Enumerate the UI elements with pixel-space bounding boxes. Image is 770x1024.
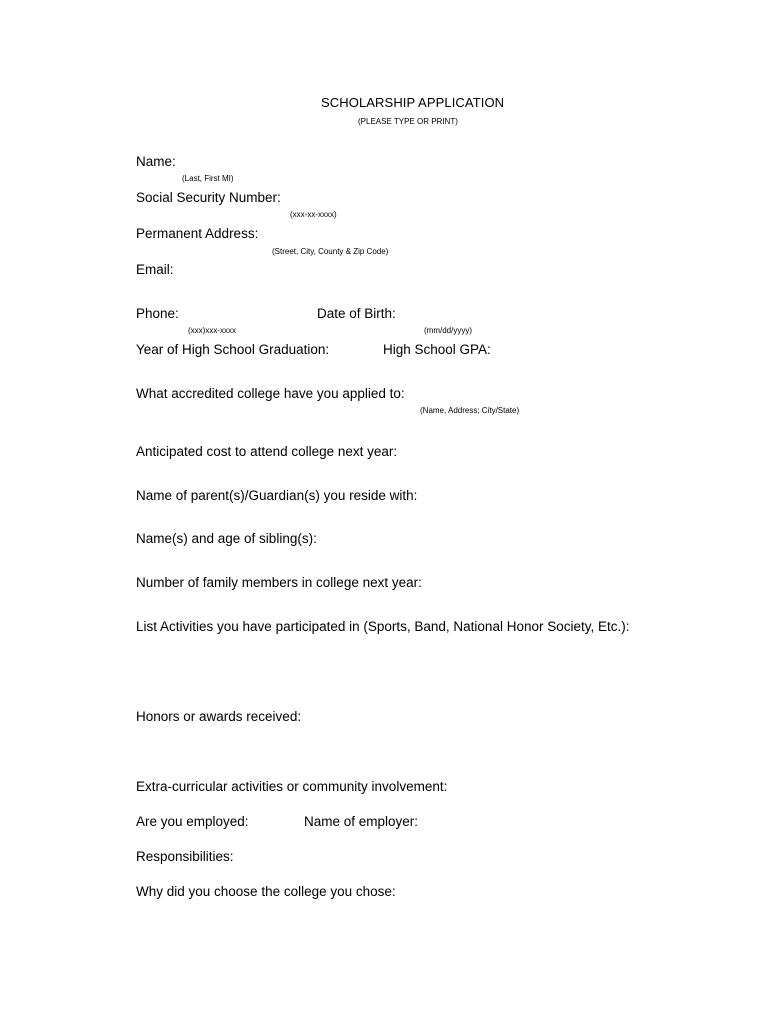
address-hint: (Street, City, County & Zip Code) [272,247,389,256]
ssn-hint: (xxx-xx-xxxx) [290,210,337,219]
college-label: What accredited college have you applied to: [136,386,405,401]
dob-label: Date of Birth: [317,306,396,321]
address-label: Permanent Address: [136,226,259,241]
dob-hint: (mm/dd/yyyy) [424,326,472,335]
college-hint: (Name, Address; City/State) [420,406,520,415]
honors-label: Honors or awards received: [136,709,302,724]
parents-label: Name of parent(s)/Guardian(s) you reside with: [136,488,418,503]
activities-label: List Activities you have participated in (Sports, Band, National Honor Society, Etc.): [136,619,630,634]
responsibilities-label: Responsibilities: [136,849,234,864]
ssn-label: Social Security Number: [136,190,281,205]
name-hint: (Last, First MI) [182,174,234,183]
extracurricular-label: Extra-curricular activities or community involvement: [136,779,448,794]
why-college-label: Why did you choose the college you chose: [136,884,396,899]
employer-label: Name of employer: [304,814,419,829]
siblings-label: Name(s) and age of sibling(s): [136,531,317,546]
family-college-label: Number of family members in college next year: [136,575,422,590]
email-label: Email: [136,262,174,277]
form-title: SCHOLARSHIP APPLICATION [321,95,505,110]
name-label: Name: [136,154,176,169]
phone-hint: (xxx)xxx-xxxx [188,326,236,335]
employed-label: Are you employed: [136,814,249,829]
gpa-label: High School GPA: [383,342,491,357]
cost-label: Anticipated cost to attend college next year: [136,444,398,459]
grad-year-label: Year of High School Graduation: [136,342,330,357]
form-subtitle: (PLEASE TYPE OR PRINT) [358,117,458,126]
phone-label: Phone: [136,306,179,321]
